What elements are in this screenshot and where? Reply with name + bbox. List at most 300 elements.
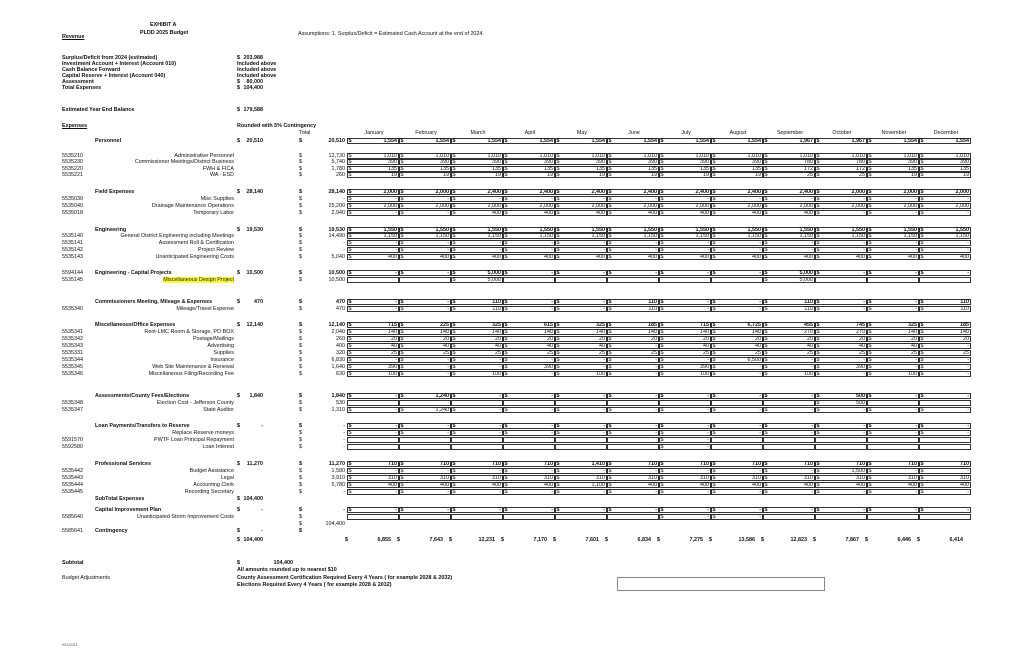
section-label: Assessments/County Fees/Elections xyxy=(95,393,190,399)
month-dollar: $ xyxy=(660,196,664,202)
month-dollar: $ xyxy=(553,537,556,543)
month-value: - xyxy=(915,468,917,474)
month-cell xyxy=(347,444,399,450)
month-value: 310 xyxy=(700,475,709,481)
month-dollar: $ xyxy=(761,537,764,543)
section-label: Personnel xyxy=(95,138,122,144)
total-dollar: $ xyxy=(299,270,302,276)
month-dollar: $ xyxy=(608,166,612,172)
month-value: - xyxy=(863,489,865,495)
month-dollar: $ xyxy=(920,475,924,481)
month-value: - xyxy=(759,364,761,370)
month-value: 1,150 xyxy=(383,233,397,239)
month-cell xyxy=(399,400,451,406)
month-dollar: $ xyxy=(504,364,508,370)
month-value: 1,010 xyxy=(591,153,605,159)
total-dollar: $ xyxy=(299,437,302,443)
month-cell xyxy=(867,400,919,406)
month-dollar: $ xyxy=(920,407,924,413)
section-dollar: $ xyxy=(237,423,240,429)
month-value: 140 xyxy=(700,329,709,335)
month-dollar: $ xyxy=(400,322,404,328)
month-cell xyxy=(347,514,399,520)
total-dollar: $ xyxy=(299,423,302,429)
month-value: - xyxy=(395,299,397,305)
month-value: 185 xyxy=(648,322,657,328)
month-value: 1,550 xyxy=(903,227,917,233)
row-total: 25,200 xyxy=(328,203,345,209)
month-dollar: $ xyxy=(660,329,664,335)
month-value: 400 xyxy=(804,254,813,260)
month-dollar: $ xyxy=(712,489,716,495)
month-value: - xyxy=(655,507,657,513)
month-dollar: $ xyxy=(764,350,768,356)
month-dollar: $ xyxy=(452,468,456,474)
month-dollar: $ xyxy=(608,247,612,253)
month-value: 710 xyxy=(908,461,917,467)
month-dollar: $ xyxy=(712,507,716,513)
month-value: 400 xyxy=(492,210,501,216)
month-value: 1,010 xyxy=(383,153,397,159)
month-dollar: $ xyxy=(452,489,456,495)
month-value: - xyxy=(499,468,501,474)
month-value: - xyxy=(707,514,709,520)
total-dollar: $ xyxy=(299,528,302,534)
month-dollar: $ xyxy=(712,322,716,328)
month-cell xyxy=(503,437,555,443)
month-value: 500 xyxy=(856,400,865,406)
month-value: - xyxy=(967,240,969,246)
month-value: 40 xyxy=(911,343,917,349)
month-header: March xyxy=(470,130,486,136)
month-dollar: $ xyxy=(556,153,560,159)
month-value: 400 xyxy=(700,210,709,216)
account-code: 5535442 xyxy=(62,468,83,474)
month-dollar: $ xyxy=(920,371,924,377)
month-dollar: $ xyxy=(504,489,508,495)
month-value: 2,000 xyxy=(591,203,605,209)
month-dollar: $ xyxy=(920,350,924,356)
month-dollar: $ xyxy=(868,322,872,328)
rounded-note: All amounts rounded up to nearest $10 xyxy=(237,567,337,573)
total-dollar: $ xyxy=(299,240,302,246)
month-dollar: $ xyxy=(816,299,820,305)
total-dollar: $ xyxy=(299,444,302,450)
month-value: 100 xyxy=(596,371,605,377)
month-value: - xyxy=(447,371,449,377)
month-value: - xyxy=(915,507,917,513)
month-dollar: $ xyxy=(920,254,924,260)
month-dollar: $ xyxy=(452,203,456,209)
month-value: - xyxy=(395,468,397,474)
month-dollar: $ xyxy=(608,423,612,429)
month-value: 25 xyxy=(703,350,709,356)
month-value: 400 xyxy=(648,482,657,488)
month-value: - xyxy=(655,357,657,363)
month-dollar: $ xyxy=(348,482,352,488)
revenue-dollar: $ xyxy=(237,79,240,85)
month-dollar: $ xyxy=(712,407,716,413)
row-total: 20,510 xyxy=(328,138,345,144)
month-value: 140 xyxy=(960,329,969,335)
month-value: 135 xyxy=(492,166,501,172)
month-dollar: $ xyxy=(868,189,872,195)
section-label: Engineering xyxy=(95,227,127,233)
month-dollar: $ xyxy=(816,507,820,513)
month-cell xyxy=(451,444,503,450)
month-dollar: $ xyxy=(764,430,768,436)
month-dollar: $ xyxy=(556,196,560,202)
month-dollar: $ xyxy=(608,371,612,377)
month-dollar: $ xyxy=(608,507,612,513)
month-value: 390 xyxy=(492,159,501,165)
total-dollar: $ xyxy=(299,299,302,305)
line-item-label: Temporary Labor xyxy=(193,210,234,216)
row-total: 1,780 xyxy=(331,166,345,172)
month-dollar: $ xyxy=(556,172,560,178)
month-dollar: $ xyxy=(608,233,612,239)
month-header: November xyxy=(881,130,907,136)
month-value: 140 xyxy=(752,329,761,335)
month-value: 25 xyxy=(755,350,761,356)
month-dollar: $ xyxy=(348,240,352,246)
month-total: 7,275 xyxy=(689,537,703,543)
month-value: - xyxy=(811,196,813,202)
month-value: - xyxy=(707,357,709,363)
month-dollar: $ xyxy=(920,336,924,342)
month-value: - xyxy=(811,240,813,246)
row-total: 1,640 xyxy=(331,364,345,370)
month-value: - xyxy=(655,247,657,253)
row-total: 5,740 xyxy=(331,159,345,165)
month-value: 390 xyxy=(856,364,865,370)
month-value: 135 xyxy=(908,166,917,172)
month-dollar: $ xyxy=(501,537,504,543)
month-dollar: $ xyxy=(556,489,560,495)
total-dollar: $ xyxy=(299,482,302,488)
month-value: 500 xyxy=(856,393,865,399)
month-dollar: $ xyxy=(712,254,716,260)
month-value: 5,000 xyxy=(799,277,813,283)
month-cell xyxy=(607,400,659,406)
month-value: - xyxy=(759,507,761,513)
account-code: 5535018 xyxy=(62,210,83,216)
line-item-label: Insurance xyxy=(210,357,234,363)
account-code: 5535340 xyxy=(62,306,83,312)
month-value: 710 xyxy=(960,461,969,467)
month-value: 1,967 xyxy=(851,138,865,144)
month-value: - xyxy=(811,423,813,429)
month-value: - xyxy=(967,343,969,349)
month-value: - xyxy=(863,299,865,305)
month-value: - xyxy=(759,393,761,399)
total-dollar: $ xyxy=(299,357,302,363)
month-dollar: $ xyxy=(504,461,508,467)
month-value: - xyxy=(395,423,397,429)
month-value: 310 xyxy=(856,475,865,481)
month-dollar: $ xyxy=(452,166,456,172)
month-dollar: $ xyxy=(400,468,404,474)
month-dollar: $ xyxy=(400,254,404,260)
month-dollar: $ xyxy=(764,240,768,246)
month-value: 1,550 xyxy=(643,227,657,233)
month-dollar: $ xyxy=(920,423,924,429)
month-value: 780 xyxy=(856,159,865,165)
total-dollar: $ xyxy=(299,153,302,159)
month-value: - xyxy=(967,430,969,436)
row-total: 6,830 xyxy=(331,357,345,363)
month-dollar: $ xyxy=(504,423,508,429)
month-value: 100 xyxy=(700,371,709,377)
month-dollar: $ xyxy=(452,482,456,488)
section-dollar: $ xyxy=(237,138,240,144)
month-value: 25 xyxy=(547,350,553,356)
month-value: - xyxy=(811,364,813,370)
month-value: 140 xyxy=(388,329,397,335)
month-value: - xyxy=(551,489,553,495)
month-dollar: $ xyxy=(608,227,612,233)
month-header: January xyxy=(364,130,384,136)
month-dollar: $ xyxy=(920,196,924,202)
month-value: 135 xyxy=(700,166,709,172)
month-value: 20 xyxy=(859,336,865,342)
month-value: 390 xyxy=(752,159,761,165)
month-value: 1,010 xyxy=(955,153,969,159)
month-value: 1,554 xyxy=(435,138,449,144)
month-dollar: $ xyxy=(452,196,456,202)
section-dollar: $ xyxy=(237,496,240,502)
month-value: 1,150 xyxy=(799,233,813,239)
month-dollar: $ xyxy=(452,277,456,283)
month-value: 172 xyxy=(804,166,813,172)
month-value: - xyxy=(707,489,709,495)
month-dollar: $ xyxy=(452,329,456,335)
month-value: - xyxy=(863,196,865,202)
month-value: - xyxy=(603,423,605,429)
section-label: SubTotal Expenses xyxy=(95,496,145,502)
month-dollar: $ xyxy=(348,336,352,342)
revenue-value: 203,988 xyxy=(243,55,263,61)
month-dollar: $ xyxy=(816,423,820,429)
revenue-value: 80,000 xyxy=(246,79,263,85)
month-dollar: $ xyxy=(348,210,352,216)
month-value: 20 xyxy=(495,336,501,342)
month-dollar: $ xyxy=(556,159,560,165)
month-dollar: $ xyxy=(712,468,716,474)
month-value: 1,550 xyxy=(435,227,449,233)
month-value: 110 xyxy=(804,299,813,305)
month-dollar: $ xyxy=(920,247,924,253)
month-value: 135 xyxy=(752,166,761,172)
month-dollar: $ xyxy=(400,233,404,239)
section-amount: 104,400 xyxy=(243,537,263,543)
total-dollar: $ xyxy=(299,210,302,216)
month-value: 1,550 xyxy=(955,227,969,233)
month-cell xyxy=(867,277,919,283)
row-total: - xyxy=(343,437,345,443)
month-dollar: $ xyxy=(712,306,716,312)
month-value: 1,150 xyxy=(747,233,761,239)
month-dollar: $ xyxy=(816,233,820,239)
month-dollar: $ xyxy=(865,537,868,543)
month-dollar: $ xyxy=(712,393,716,399)
month-value: - xyxy=(967,371,969,377)
month-value: 19 xyxy=(443,172,449,178)
month-value: - xyxy=(915,299,917,305)
month-value: 1,967 xyxy=(799,138,813,144)
month-dollar: $ xyxy=(608,461,612,467)
year-end-value: 179,588 xyxy=(243,107,263,113)
month-value: 390 xyxy=(544,159,553,165)
month-value: 390 xyxy=(908,159,917,165)
month-value: - xyxy=(759,306,761,312)
month-dollar: $ xyxy=(816,172,820,178)
month-total: 6,834 xyxy=(637,537,651,543)
month-dollar: $ xyxy=(348,322,352,328)
month-value: 25 xyxy=(911,350,917,356)
month-value: 2,000 xyxy=(435,203,449,209)
month-value: - xyxy=(551,306,553,312)
exhibit-label: EXHIBIT A xyxy=(150,22,177,28)
month-cell xyxy=(555,444,607,450)
month-dollar: $ xyxy=(608,270,612,276)
month-cell xyxy=(503,277,555,283)
row-total: 1,840 xyxy=(331,393,345,399)
month-value: - xyxy=(603,364,605,370)
month-value: 400 xyxy=(544,482,553,488)
month-header: June xyxy=(628,130,640,136)
month-dollar: $ xyxy=(608,240,612,246)
revenue-label: Investment Account + Interest (Account 010) xyxy=(62,61,177,67)
month-header: December xyxy=(933,130,959,136)
month-dollar: $ xyxy=(504,153,508,159)
month-dollar: $ xyxy=(868,299,872,305)
month-dollar: $ xyxy=(504,357,508,363)
month-dollar: $ xyxy=(816,247,820,253)
month-total: 7,601 xyxy=(585,537,599,543)
month-value: 400 xyxy=(752,254,761,260)
month-value: 2,000 xyxy=(747,203,761,209)
month-dollar: $ xyxy=(764,196,768,202)
month-dollar: $ xyxy=(452,461,456,467)
month-value: 1,550 xyxy=(591,227,605,233)
month-value: - xyxy=(863,423,865,429)
month-cell xyxy=(659,400,711,406)
line-item-label: Rent-LMC Room & Storage, PO BOX xyxy=(144,329,234,335)
month-dollar: $ xyxy=(348,247,352,253)
month-dollar: $ xyxy=(660,430,664,436)
month-value: - xyxy=(603,468,605,474)
month-value: 1,150 xyxy=(695,233,709,239)
month-value: 20 xyxy=(547,336,553,342)
month-value: - xyxy=(967,270,969,276)
total-dollar: $ xyxy=(299,393,302,399)
section-dollar: $ xyxy=(237,322,240,328)
month-dollar: $ xyxy=(400,240,404,246)
expenses-heading: Expenses xyxy=(62,123,88,129)
month-cell xyxy=(815,277,867,283)
month-dollar: $ xyxy=(452,233,456,239)
month-value: - xyxy=(447,247,449,253)
row-total: 12,140 xyxy=(328,322,345,328)
month-dollar: $ xyxy=(400,364,404,370)
month-value: - xyxy=(863,507,865,513)
section-dollar: $ xyxy=(237,393,240,399)
account-code: 5535341 xyxy=(62,329,83,335)
month-dollar: $ xyxy=(504,350,508,356)
month-dollar: $ xyxy=(452,227,456,233)
month-value: - xyxy=(499,196,501,202)
month-value: - xyxy=(447,196,449,202)
month-dollar: $ xyxy=(712,371,716,377)
month-dollar: $ xyxy=(504,430,508,436)
month-value: - xyxy=(395,407,397,413)
month-value: - xyxy=(447,240,449,246)
month-dollar: $ xyxy=(816,203,820,209)
month-dollar: $ xyxy=(504,482,508,488)
section-amount: 20,510 xyxy=(246,138,263,144)
month-dollar: $ xyxy=(868,507,872,513)
month-dollar: $ xyxy=(556,166,560,172)
month-value: 400 xyxy=(960,254,969,260)
month-value: - xyxy=(603,357,605,363)
month-cell xyxy=(503,514,555,520)
month-value: 19 xyxy=(495,172,501,178)
month-value: - xyxy=(967,423,969,429)
section-amount: - xyxy=(261,423,263,429)
month-dollar: $ xyxy=(764,475,768,481)
row-total: 530 xyxy=(336,400,345,406)
month-dollar: $ xyxy=(920,468,924,474)
month-dollar: $ xyxy=(400,299,404,305)
month-cell xyxy=(555,400,607,406)
section-label: Capital Improvement Plan xyxy=(95,507,162,513)
month-dollar: $ xyxy=(504,166,508,172)
month-dollar: $ xyxy=(764,461,768,467)
line-item-label: General District Engineering including Meetings xyxy=(120,233,234,239)
month-value: 710 xyxy=(752,461,761,467)
month-value: 2,400 xyxy=(591,189,605,195)
month-value: 400 xyxy=(856,482,865,488)
month-dollar: $ xyxy=(452,138,456,144)
month-value: 270 xyxy=(856,329,865,335)
month-dollar: $ xyxy=(504,172,508,178)
month-header: May xyxy=(576,130,588,136)
line-item-label: Web Site Maintenance & Renewal xyxy=(152,364,234,370)
month-dollar: $ xyxy=(764,468,768,474)
year-end-label: Estimated Year End Balance xyxy=(62,107,135,113)
account-code: 5535331 xyxy=(62,350,83,356)
month-value: 1,410 xyxy=(591,461,605,467)
month-value: 1,554 xyxy=(591,138,605,144)
month-dollar: $ xyxy=(660,407,664,413)
month-value: - xyxy=(603,430,605,436)
month-dollar: $ xyxy=(504,322,508,328)
month-value: 40 xyxy=(443,343,449,349)
month-dollar: $ xyxy=(660,299,664,305)
month-dollar: $ xyxy=(920,233,924,239)
month-dollar: $ xyxy=(348,350,352,356)
month-dollar: $ xyxy=(868,336,872,342)
total-dollar: $ xyxy=(299,507,302,513)
month-value: 615 xyxy=(544,322,553,328)
month-dollar: $ xyxy=(452,336,456,342)
month-dollar: $ xyxy=(556,468,560,474)
month-value: - xyxy=(655,270,657,276)
line-item-label: Misc Supplies xyxy=(200,196,234,202)
month-dollar: $ xyxy=(868,489,872,495)
month-value: 6,725 xyxy=(747,322,761,328)
